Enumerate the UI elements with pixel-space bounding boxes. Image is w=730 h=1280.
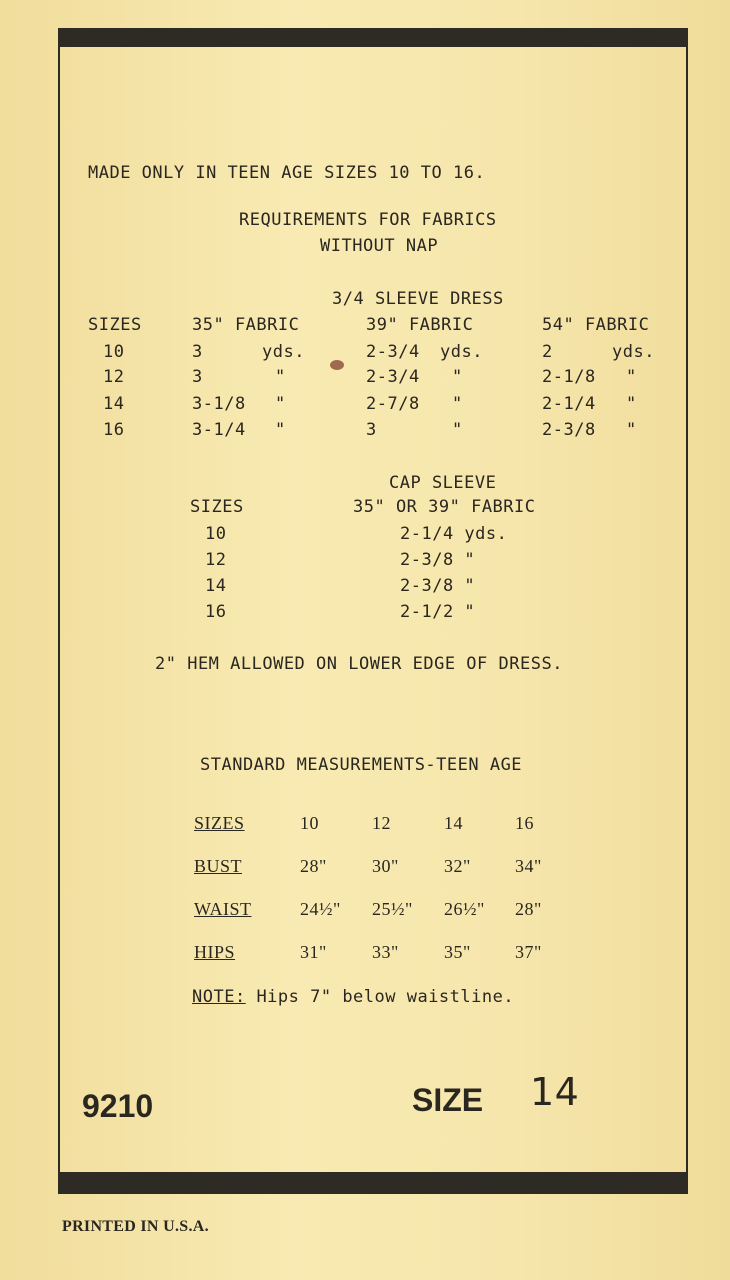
hips-note [192, 987, 514, 1007]
dress-header-35: 35" FABRIC [192, 315, 300, 335]
measurement-value: 32" [444, 856, 471, 876]
dress-39-amount: 3 [366, 420, 377, 440]
dress-54-amount: 2 [542, 342, 553, 362]
dress-35-amount: 3-1/8 [192, 394, 246, 414]
stain-spot [330, 360, 344, 370]
measurement-value: 10 [300, 813, 319, 833]
dress-54-unit: " [626, 367, 637, 387]
dress-size: 14 [103, 394, 125, 414]
cap-amount: 2-3/8 " [400, 576, 476, 596]
measurement-value: 28" [515, 899, 542, 919]
dress-54-amount: 2-1/8 [542, 367, 596, 387]
measurement-value: 12 [372, 813, 391, 833]
dress-title: 3/4 SLEEVE DRESS [332, 289, 504, 309]
size-label: SIZE [412, 1082, 484, 1118]
dress-header-54: 54" FABRIC [542, 315, 650, 335]
dress-header-39: 39" FABRIC [366, 315, 474, 335]
measurement-value: 31" [300, 942, 327, 962]
left-border-line [58, 45, 60, 1175]
measurement-value: 34" [515, 856, 542, 876]
measurement-value: 14 [444, 813, 463, 833]
measurement-value: 25½" [372, 899, 413, 919]
requirements-subheading: WITHOUT NAP [320, 236, 439, 256]
dress-35-unit: yds. [262, 342, 305, 362]
dress-39-amount: 2-3/4 [366, 367, 420, 387]
measurement-label: WAIST [194, 899, 252, 919]
measurement-value: 24½" [300, 899, 341, 919]
measurement-value: 37" [515, 942, 542, 962]
dress-54-amount: 2-3/8 [542, 420, 596, 440]
cap-amount: 2-3/8 " [400, 550, 476, 570]
measurement-value: 16 [515, 813, 534, 833]
dress-35-amount: 3 [192, 342, 203, 362]
measurement-value: 35" [444, 942, 471, 962]
dress-35-amount: 3 [192, 367, 203, 387]
cap-size: 12 [205, 550, 227, 570]
dress-39-unit: yds. [440, 342, 483, 362]
cap-size: 10 [205, 524, 227, 544]
dress-54-unit: " [626, 420, 637, 440]
measurement-value: 28" [300, 856, 327, 876]
hem-note: 2" HEM ALLOWED ON LOWER EDGE OF DRESS. [155, 654, 563, 674]
measurement-value: 33" [372, 942, 399, 962]
dress-54-unit: yds. [612, 342, 655, 362]
cap-size: 16 [205, 602, 227, 622]
dress-size: 12 [103, 367, 125, 387]
cap-header-fabric: 35" OR 39" FABRIC [353, 497, 536, 517]
dress-39-amount: 2-7/8 [366, 394, 420, 414]
size-value-handwritten: 14 [530, 1070, 580, 1114]
dress-39-unit: " [452, 394, 463, 414]
cap-header-sizes: SIZES [190, 497, 244, 517]
cap-size: 14 [205, 576, 227, 596]
cap-title: CAP SLEEVE [389, 473, 497, 493]
note-label: NOTE: [192, 987, 246, 1007]
pattern-number: 9210 [82, 1088, 154, 1124]
dress-54-amount: 2-1/4 [542, 394, 596, 414]
measurement-value: 26½" [444, 899, 485, 919]
dress-35-unit: " [275, 367, 286, 387]
dress-35-unit: " [275, 394, 286, 414]
measurement-label: SIZES [194, 813, 245, 833]
measurement-label: BUST [194, 856, 243, 876]
cap-amount: 2-1/4 yds. [400, 524, 508, 544]
dress-35-unit: " [275, 420, 286, 440]
note-text: Hips 7" below waistline. [256, 987, 515, 1007]
measurements-title: STANDARD MEASUREMENTS-TEEN AGE [200, 755, 523, 775]
dress-39-unit: " [452, 367, 463, 387]
dress-54-unit: " [626, 394, 637, 414]
cap-amount: 2-1/2 " [400, 602, 476, 622]
printed-footer: PRINTED IN U.S.A. [62, 1218, 209, 1235]
top-border-bar [58, 28, 688, 47]
right-border-line [686, 45, 688, 1175]
bottom-border-bar [58, 1172, 688, 1194]
dress-35-amount: 3-1/4 [192, 420, 246, 440]
dress-header-sizes: SIZES [88, 315, 142, 335]
dress-size: 16 [103, 420, 125, 440]
dress-size: 10 [103, 342, 125, 362]
requirements-heading: REQUIREMENTS FOR FABRICS [239, 210, 497, 230]
measurement-label: HIPS [194, 942, 236, 962]
dress-39-amount: 2-3/4 [366, 342, 420, 362]
measurement-value: 30" [372, 856, 399, 876]
dress-39-unit: " [452, 420, 463, 440]
intro-text: MADE ONLY IN TEEN AGE SIZES 10 TO 16. [88, 163, 486, 183]
